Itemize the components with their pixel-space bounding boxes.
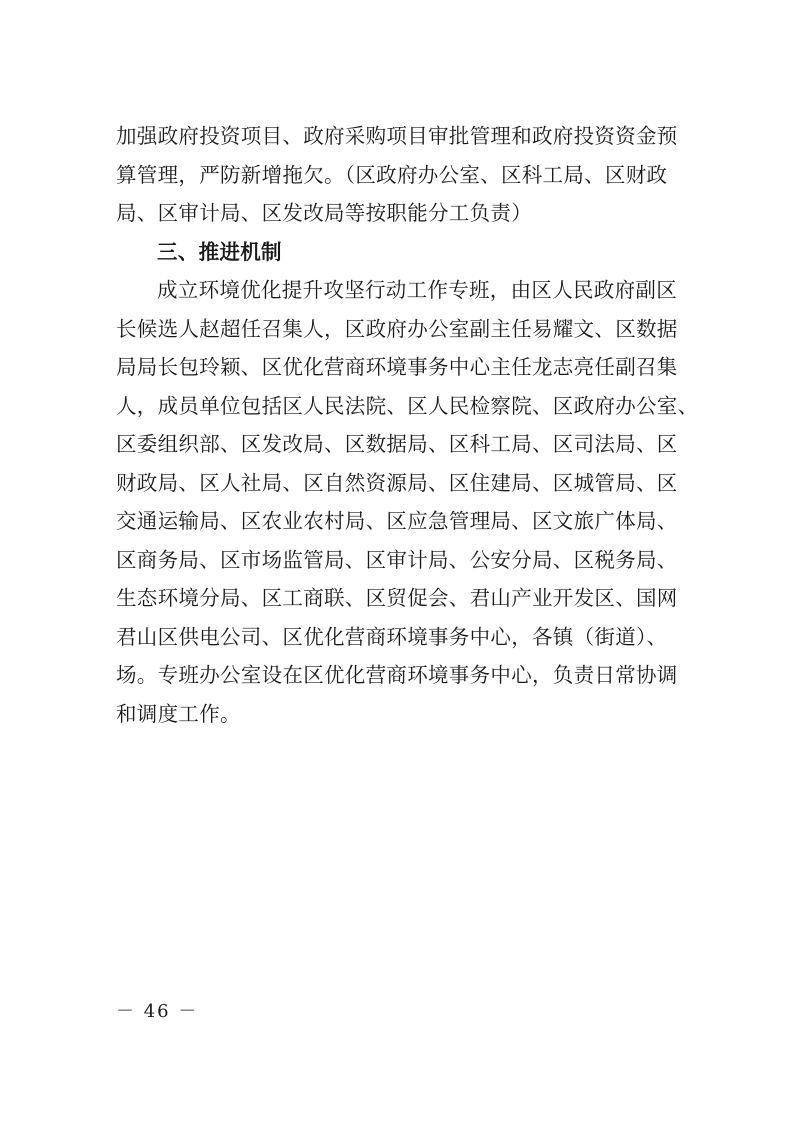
page-number: － 46 － xyxy=(116,1001,199,1022)
continuation-line-3: 局、区审计局、区发改局等按职能分工负责） xyxy=(116,201,532,225)
body-line-7: 交通运输局、区农业农村局、区应急管理局、区文旅广体局、 xyxy=(116,509,678,533)
body-line-8: 区商务局、区市场监管局、区审计局、公安分局、区税务局、 xyxy=(116,547,678,572)
section-heading: 三、推进机制 xyxy=(157,239,282,264)
body-line-5: 区委组织部、区发改局、区数据局、区科工局、区司法局、区 xyxy=(116,432,678,456)
body-line-12: 和调度工作。 xyxy=(116,701,241,726)
body-line-10: 君山区供电公司、区优化营商环境事务中心，各镇（街道）、 xyxy=(116,624,668,649)
continuation-line-1: 加强政府投资项目、政府采购项目审批管理和政府投资资金预 xyxy=(116,124,678,148)
continuation-line-2: 算管理，严防新增拖欠。（区政府办公室、区科工局、区财政 xyxy=(116,162,668,187)
body-line-4: 人，成员单位包括区人民法院、区人民检察院、区政府办公室、 xyxy=(116,393,699,418)
body-line-2: 长候选人赵超任召集人，区政府办公室副主任易耀文、区数据 xyxy=(116,316,678,341)
document-body xyxy=(116,117,699,733)
body-line-6: 财政局、区人社局、区自然资源局、区住建局、区城管局、区 xyxy=(116,470,678,495)
body-line-3: 局局长包玲颖、区优化营商环境事务中心主任龙志亮任副召集 xyxy=(116,355,678,379)
body-line-1: 成立环境优化提升攻坚行动工作专班，由区人民政府副区 xyxy=(157,278,677,302)
body-line-9: 生态环境分局、区工商联、区贸促会、君山产业开发区、国网 xyxy=(116,586,678,610)
body-line-11: 场。专班办公室设在区优化营商环境事务中心，负责日常协调 xyxy=(116,663,678,687)
